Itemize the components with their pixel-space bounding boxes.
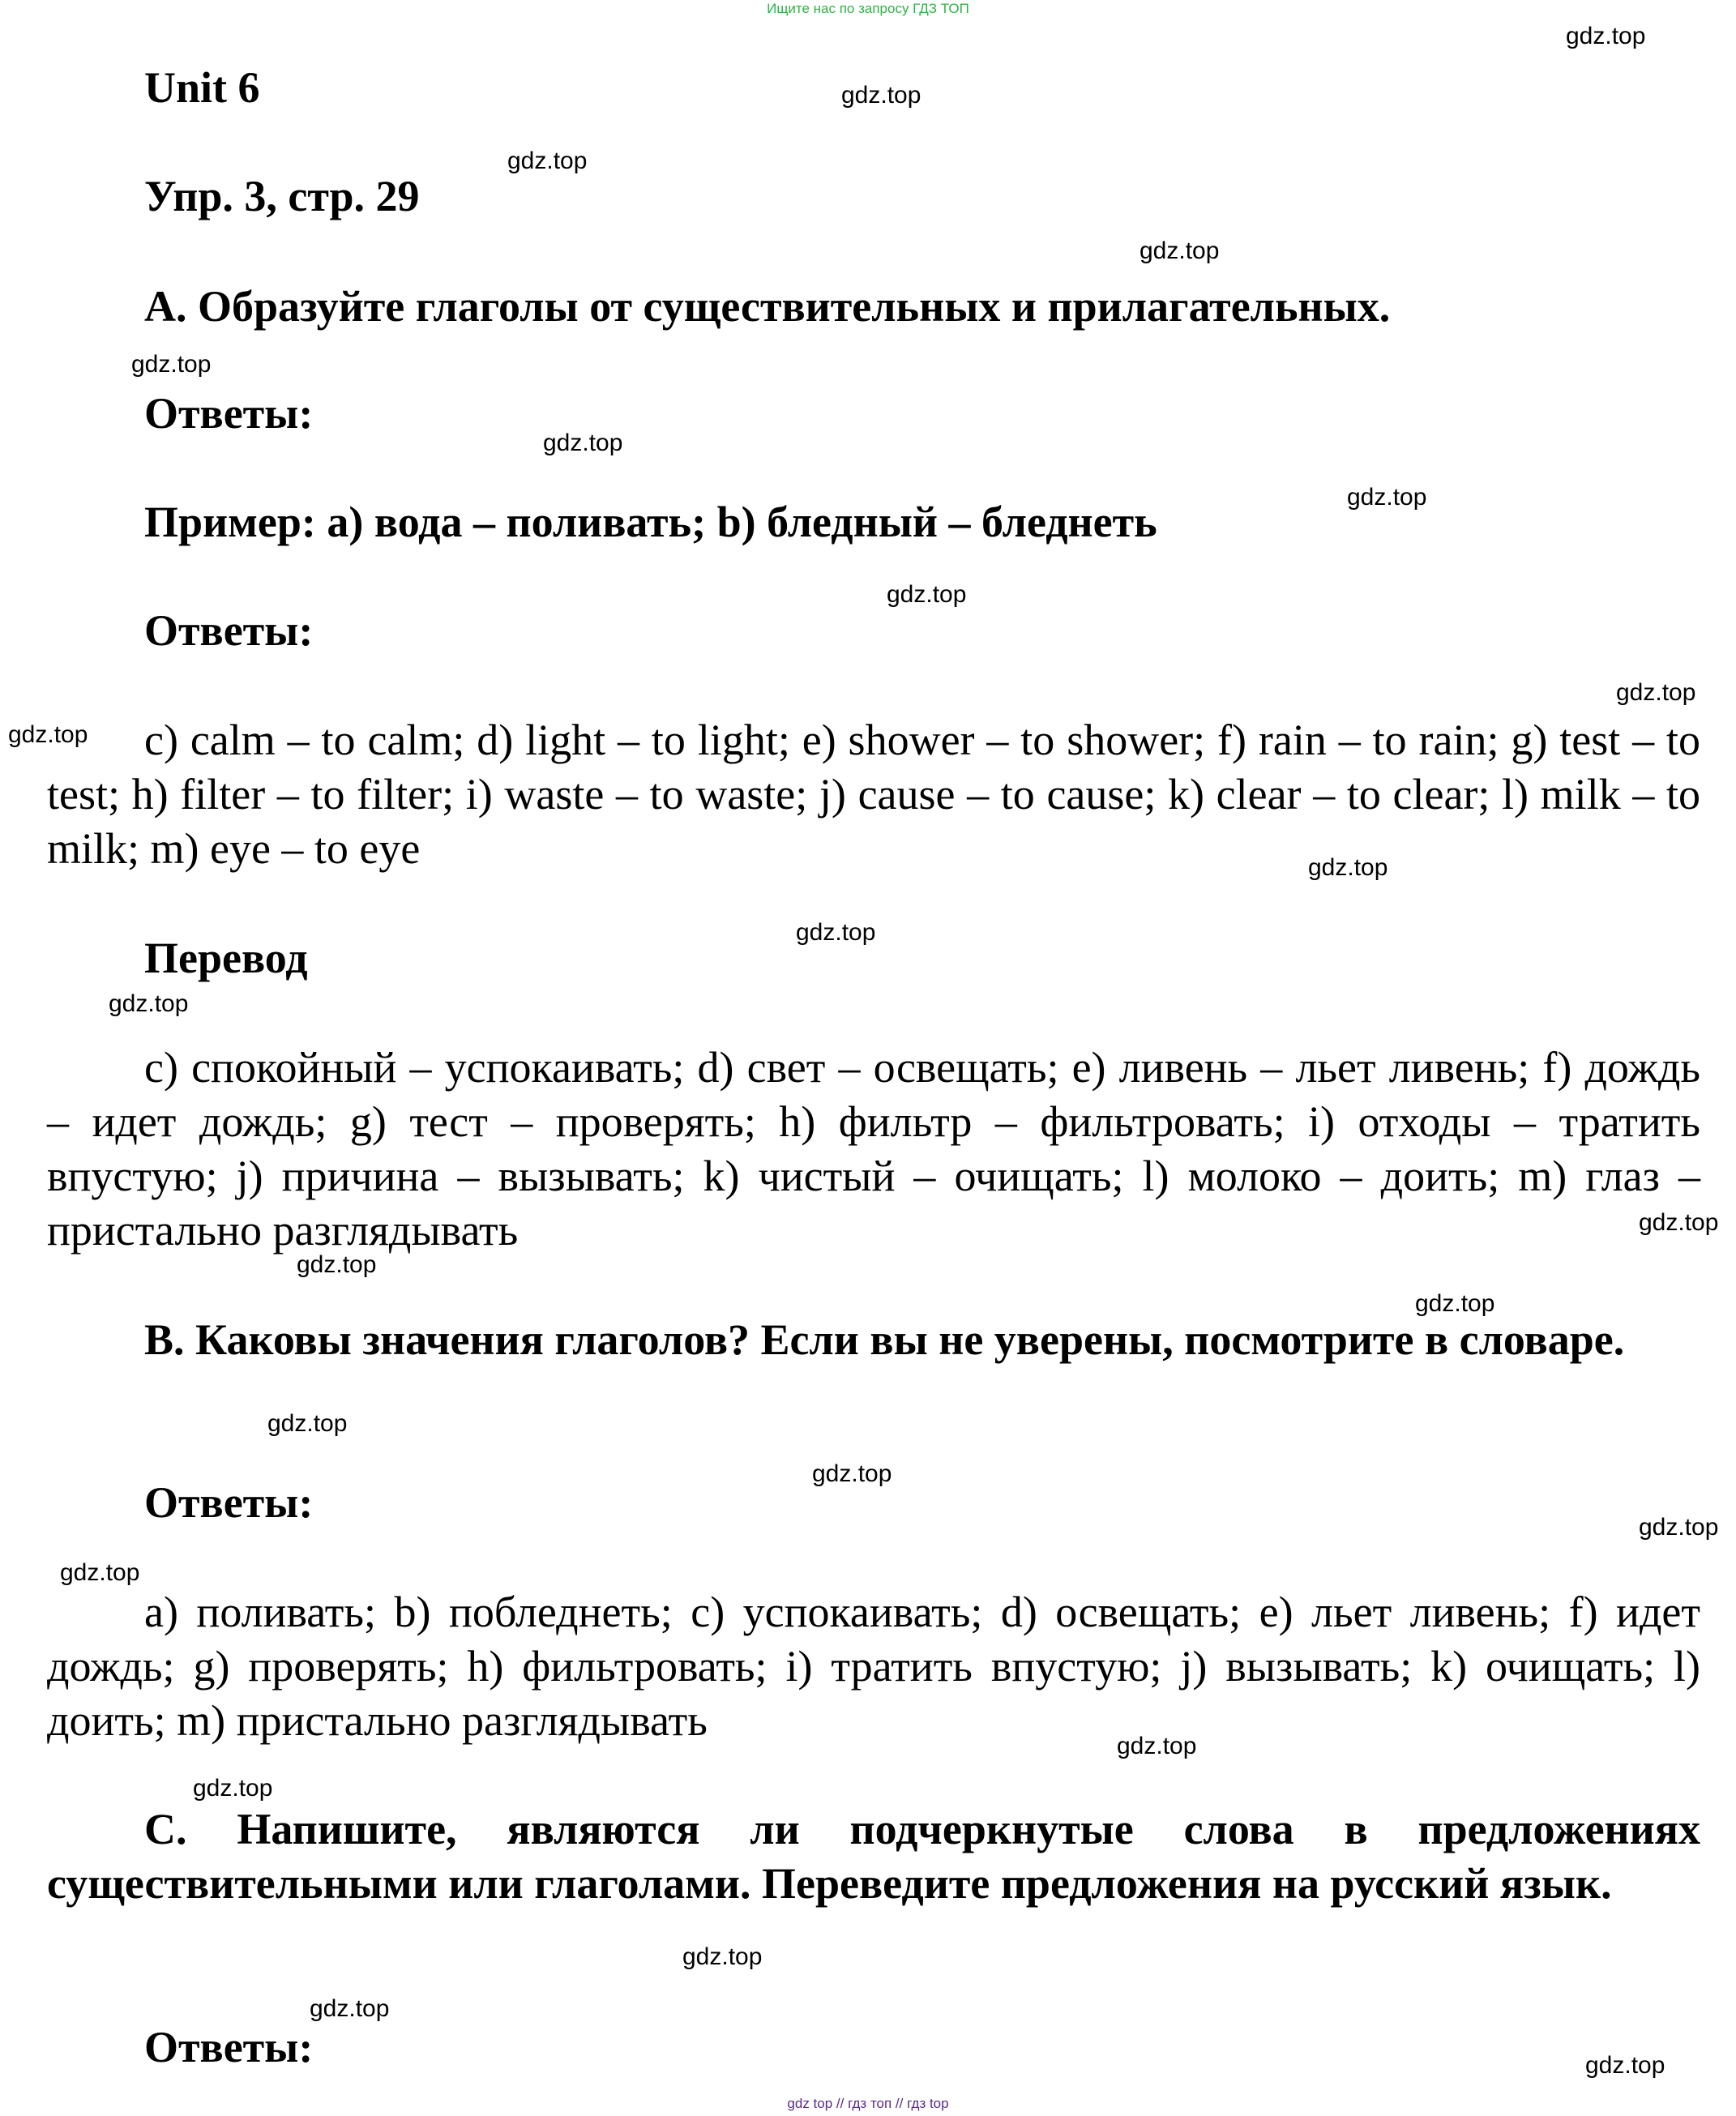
watermark: gdz.top: [193, 1775, 273, 1802]
section-b-answers-label: Ответы:: [144, 1478, 314, 1527]
top-banner-link[interactable]: Ищите нас по запросу ГДЗ ТОП: [767, 1, 969, 16]
watermark: gdz.top: [297, 1251, 377, 1278]
section-a-answer-text: c) calm – to calm; d) light – to light; e) shower – to shower; f) rain – to rain; g) test – to test; h) filter – to filter; i) waste – to waste; j) cause – to cause; k) clear – to clear; l) milk – to milk; m) eye – to eye: [47, 716, 1700, 873]
watermark: gdz.top: [1639, 1209, 1719, 1236]
watermark: gdz.top: [1117, 1733, 1197, 1759]
watermark: gdz.top: [1616, 679, 1696, 706]
watermark: gdz.top: [310, 1995, 390, 2022]
unit-title: Unit 6: [144, 63, 260, 112]
watermark: gdz.top: [796, 919, 876, 946]
watermark: gdz.top: [1566, 23, 1646, 49]
watermark: gdz.top: [8, 721, 88, 748]
watermark: gdz.top: [1347, 484, 1427, 511]
watermark: gdz.top: [1415, 1290, 1495, 1317]
watermark: gdz.top: [109, 990, 189, 1017]
section-b-task: B. Каковы значения глаголов? Если вы не уверены, посмотрите в словаре.: [144, 1315, 1625, 1364]
watermark: gdz.top: [841, 82, 921, 109]
section-a-answers-label: Ответы:: [144, 389, 314, 438]
translation-label: Перевод: [144, 934, 308, 982]
section-a-example: Пример: a) вода – поливать; b) бледный – бледнеть: [144, 498, 1157, 546]
watermark: gdz.top: [60, 1559, 140, 1586]
watermark: gdz.top: [131, 351, 212, 378]
exercise-title: Упр. 3, стр. 29: [144, 172, 420, 220]
watermark: gdz.top: [267, 1410, 348, 1437]
section-c-answers-label: Ответы:: [144, 2023, 314, 2071]
watermark: gdz.top: [543, 430, 623, 456]
section-b-answer-text: a) поливать; b) побледнеть; c) успокаивать; d) освещать; e) льет ливень; f) идет дождь; g) проверять; h) фильтровать; i) тратить впустую; j) вызывать; k) очищать; l) доить; m) пристально разглядывать: [47, 1588, 1700, 1745]
translation-text: c) спокойный – успокаивать; d) свет – освещать; e) ливень – льет ливень; f) дождь – идет дождь; g) тест – проверять; h) фильтр – фильтровать; i) отходы – тратить впустую; j) причина – вызывать; k) чистый – очищать; l) молоко – доить; m) глаз – пристально разглядывать: [47, 1043, 1700, 1255]
watermark: gdz.top: [1639, 1514, 1719, 1541]
watermark: gdz.top: [1585, 2052, 1665, 2079]
watermark: gdz.top: [682, 1943, 763, 1970]
bottom-banner: gdz top // гдз топ // гдз top: [787, 2096, 949, 2111]
watermark: gdz.top: [1140, 237, 1220, 264]
section-a-task: A. Образуйте глаголы от существительных и прилагательных.: [144, 282, 1391, 331]
section-c-task: C. Напишите, являются ли подчеркнутые слова в предложениях существительными или глаголами. Переведите предложения на русский язык.: [47, 1805, 1700, 1908]
watermark: gdz.top: [812, 1460, 892, 1487]
section-a-answers-label-2: Ответы:: [144, 606, 314, 655]
watermark: gdz.top: [887, 581, 967, 608]
watermark: gdz.top: [507, 147, 588, 174]
watermark: gdz.top: [1308, 854, 1388, 881]
